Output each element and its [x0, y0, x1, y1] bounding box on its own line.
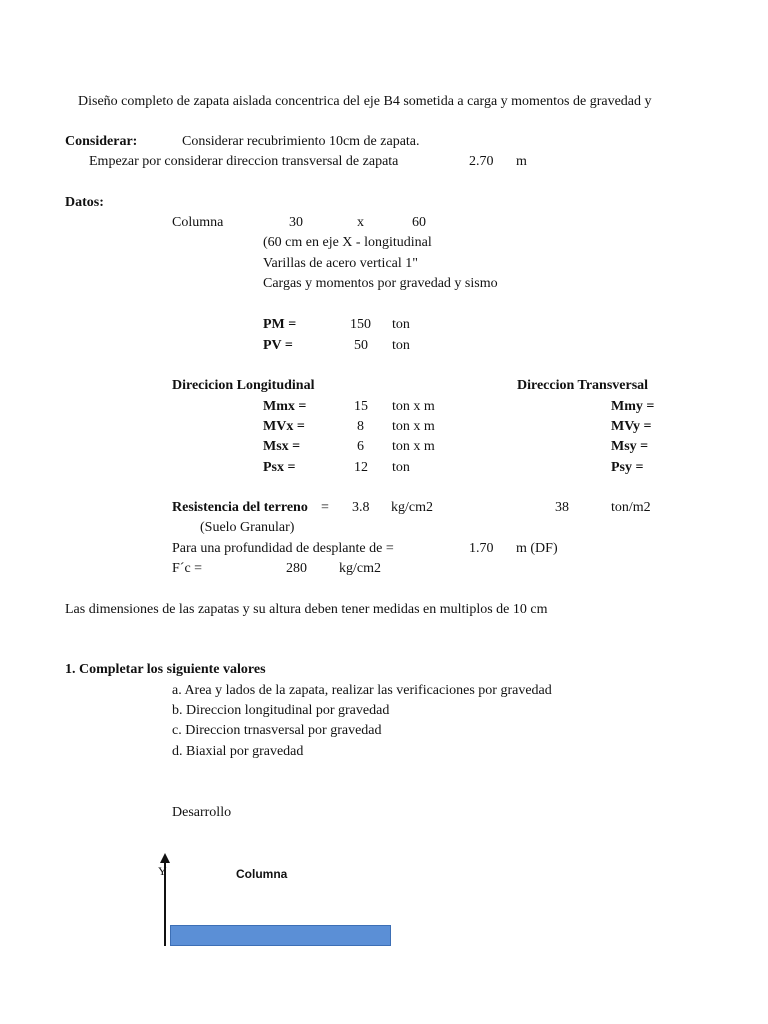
- fc-unit: kg/cm2: [339, 561, 381, 576]
- pm-label: PM =: [263, 317, 297, 332]
- y-axis-label: Y: [158, 864, 167, 878]
- desarrollo-label: Desarrollo: [172, 805, 232, 820]
- task-item-a: a. Area y lados de la zapata, realizar las verificaciones por gravedad: [172, 683, 552, 698]
- mvx-unit: ton x m: [392, 419, 435, 434]
- terreno-value: 3.8: [352, 500, 370, 515]
- considerar-unit: m: [516, 154, 527, 169]
- msy-label: Msy =: [611, 439, 649, 454]
- psy-label: Psy =: [611, 460, 644, 475]
- msx-unit: ton x m: [392, 439, 435, 454]
- datos-label: Datos:: [65, 195, 104, 210]
- pm-value: 150: [350, 317, 371, 332]
- fc-value: 280: [286, 561, 307, 576]
- profundidad-label: Para una profundidad de desplante de =: [172, 541, 394, 556]
- msx-value: 6: [357, 439, 364, 454]
- transversal-heading: Direccion Transversal: [517, 378, 649, 393]
- terreno-unit: kg/cm2: [391, 500, 433, 515]
- pm-unit: ton: [392, 317, 410, 332]
- mmy-label: Mmy =: [611, 399, 655, 414]
- mvx-value: 8: [357, 419, 364, 434]
- diagram-columna-label: Columna: [236, 867, 288, 881]
- mmx-label: Mmx =: [263, 399, 307, 414]
- columna-dim-x: x: [357, 215, 364, 230]
- msx-label: Msx =: [263, 439, 301, 454]
- psx-unit: ton: [392, 460, 410, 475]
- terreno-unit-ton: ton/m2: [611, 500, 651, 515]
- mvx-label: MVx =: [263, 419, 305, 434]
- pv-label: PV =: [263, 338, 293, 353]
- mmx-unit: ton x m: [392, 399, 435, 414]
- longitudinal-heading: Direcicion Longitudinal: [172, 378, 315, 393]
- task-item-b: b. Direccion longitudinal por gravedad: [172, 703, 390, 718]
- considerar-label: Considerar:: [65, 134, 138, 149]
- profundidad-value: 1.70: [469, 541, 494, 556]
- suelo-note: (Suelo Granular): [200, 520, 295, 535]
- mvy-label: MVy =: [611, 419, 652, 434]
- mmx-value: 15: [354, 399, 368, 414]
- column-shape: [170, 925, 391, 946]
- terreno-label: Resistencia del terreno: [172, 500, 308, 515]
- considerar-value: 2.70: [469, 154, 494, 169]
- columna-dim-a: 30: [289, 215, 303, 230]
- fc-label: F´c =: [172, 561, 203, 576]
- pv-value: 50: [354, 338, 368, 353]
- psx-label: Psx =: [263, 460, 296, 475]
- columna-dim-b: 60: [412, 215, 426, 230]
- columna-note-eje: (60 cm en eje X - longitudinal: [263, 235, 432, 250]
- task-item-c: c. Direccion trnasversal por gravedad: [172, 723, 382, 738]
- columna-note-varillas: Varillas de acero vertical 1": [263, 256, 418, 271]
- pv-unit: ton: [392, 338, 410, 353]
- columna-note-cargas: Cargas y momentos por gravedad y sismo: [263, 276, 498, 291]
- psx-value: 12: [354, 460, 368, 475]
- tasks-heading: 1. Completar los siguiente valores: [65, 662, 266, 677]
- task-item-d: d. Biaxial por gravedad: [172, 744, 304, 759]
- dimensiones-note: Las dimensiones de las zapatas y su altura deben tener medidas en multiplos de 10 cm: [65, 602, 548, 617]
- profundidad-unit: m (DF): [516, 541, 558, 556]
- considerar-direccion: Empezar por considerar direccion transversal de zapata: [89, 154, 399, 169]
- columna-label: Columna: [172, 215, 224, 230]
- considerar-recubrimiento: Considerar recubrimiento 10cm de zapata.: [182, 134, 420, 149]
- document-title: Diseño completo de zapata aislada concentrica del eje B4 sometida a carga y momentos de gravedad y: [78, 94, 652, 109]
- terreno-eq: =: [321, 500, 329, 515]
- terreno-value-ton: 38: [555, 500, 569, 515]
